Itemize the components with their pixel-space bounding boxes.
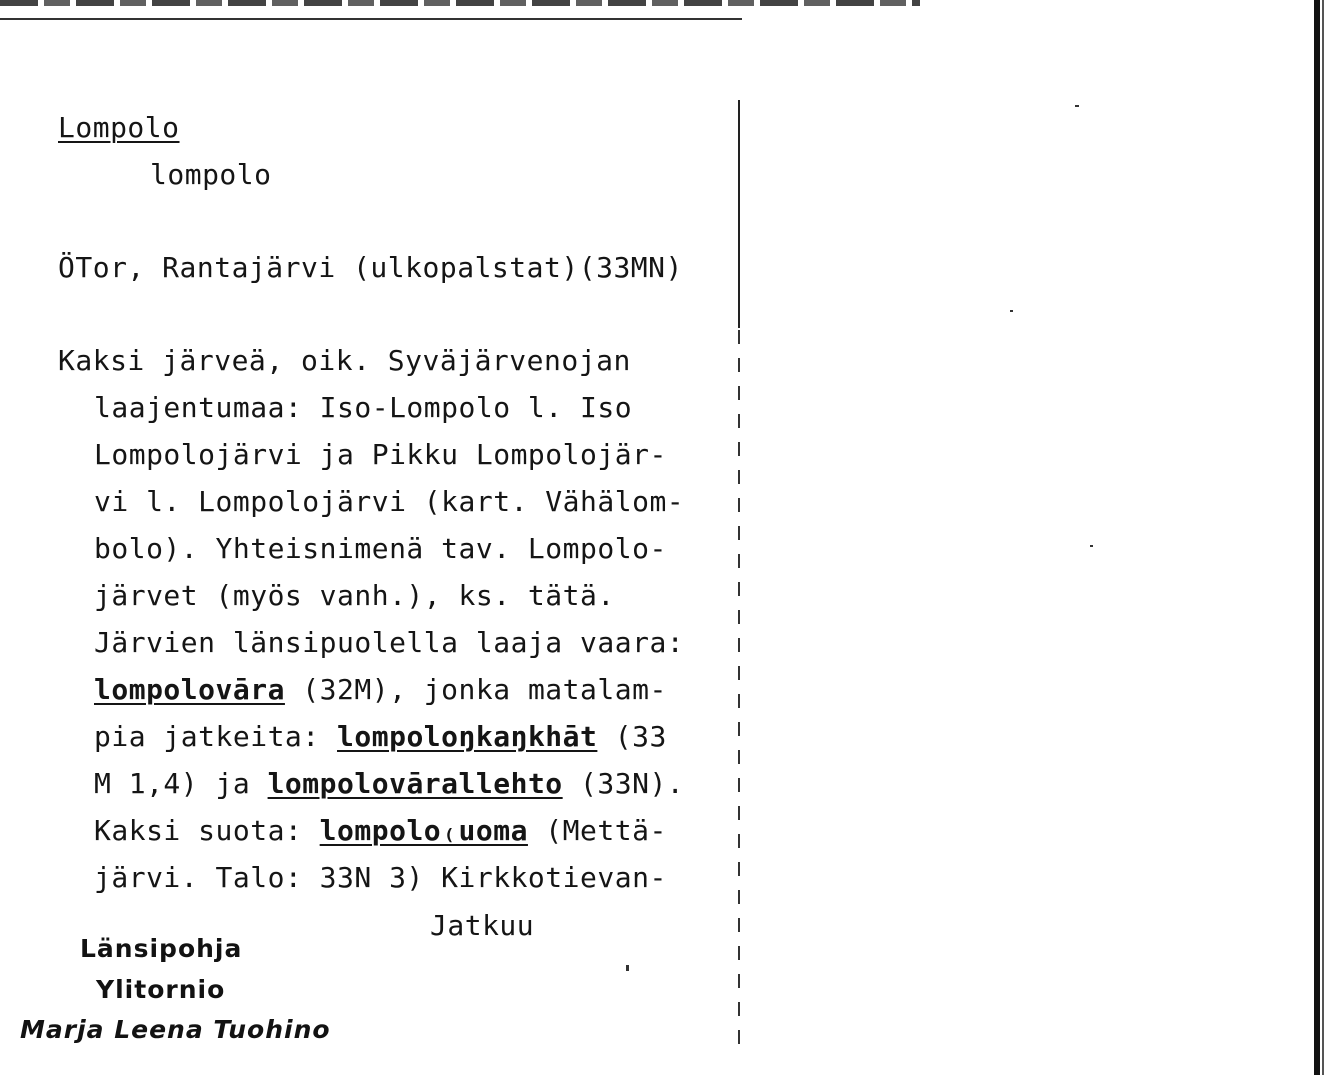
description-line: M 1,4) ja [94,767,268,800]
stamp-collector: Marja Leena Tuohino [20,1015,331,1044]
place-name-term: lompoloŋkaŋkhāt [337,720,598,753]
place-name-term: lompolo₍uoma [319,814,528,847]
description-line: (32M), jonka matalam- [284,673,667,706]
description-line: (33N). [562,767,685,800]
description-line: pia jatkeita: [94,720,338,753]
description-line: laajentumaa: Iso-Lompolo l. Iso [94,391,633,424]
description-line: järvi. Talo: 33N 3) Kirkkotievan- [94,861,667,894]
scan-speck [626,965,629,971]
description-line: Järvien länsipuolella laaja vaara: [94,626,685,659]
stamp-region: Länsipohja [80,934,243,963]
description-line: Kaksi järveä, oik. Syväjärvenojan [58,344,631,377]
description-line: (Mettä- [527,814,667,847]
column-divider-dashed [738,330,740,1058]
headword: Lompolo [58,111,180,144]
place-name-term: lompolovārallehto [267,767,563,800]
description-line: Lompolojärvi ja Pikku Lompolojär- [94,438,667,471]
scan-edge-right [1314,0,1320,1075]
variant-form: lompolo [150,158,272,191]
stamp-parish: Ylitornio [96,975,226,1004]
scan-speck [1010,310,1013,312]
scan-speck [1090,545,1093,547]
description-line: Kaksi suota: [94,814,320,847]
description-block [94,384,684,901]
place-name-term: lompolovāra [94,673,285,706]
scan-edge-right-inner [1322,0,1324,1075]
description-line: vi l. Lompolojärvi (kart. Vähälom- [94,485,685,518]
column-divider [738,100,740,328]
description-line: järvet (myös vanh.), ks. tätä. [94,579,615,612]
continues-note: Jatkuu [430,909,535,942]
scan-edge-line [0,18,742,20]
scan-speck [1075,105,1079,107]
scan-edge-top [0,0,920,6]
description-line: (33 [597,720,667,753]
location-line: ÖTor, Rantajärvi (ulkopalstat)(33MN) [58,251,683,284]
description-line: bolo). Yhteisnimenä tav. Lompolo- [94,532,667,565]
